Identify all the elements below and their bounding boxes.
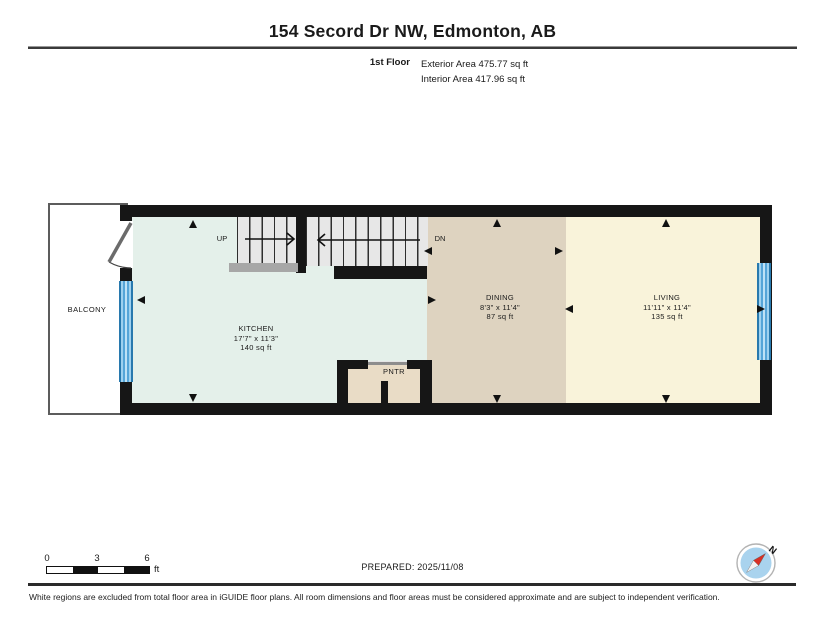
dimension-arrow-down bbox=[493, 395, 501, 403]
kitchen-window bbox=[119, 281, 133, 382]
page-title: 154 Secord Dr NW, Edmonton, AB bbox=[268, 21, 557, 41]
room-dimensions: 11'11" x 11'4" bbox=[643, 302, 691, 312]
compass-icon bbox=[733, 538, 781, 586]
room-area: 135 sq ft bbox=[651, 312, 683, 321]
disclaimer-text: White regions are excluded from total floor area in iGUIDE floor plans. All room dimensions and floor areas must be considered approximate and are subject to independent verification. bbox=[29, 592, 720, 602]
room-dimensions: 8'3" x 11'4" bbox=[479, 302, 521, 312]
header-divider bbox=[28, 46, 797, 49]
kitchen-label bbox=[234, 324, 278, 353]
scale-unit: ft bbox=[154, 564, 160, 575]
dimension-arrow-right bbox=[428, 296, 436, 304]
dimension-arrow-up bbox=[662, 219, 670, 227]
dimension-arrow-down bbox=[662, 395, 670, 403]
room-area: 140 sq ft bbox=[240, 343, 272, 352]
dimension-arrow-left bbox=[137, 296, 145, 304]
balcony-label: BALCONY bbox=[67, 305, 107, 314]
room-name: KITCHEN bbox=[238, 324, 274, 333]
dimension-arrow-right bbox=[757, 305, 765, 313]
pantry-divider-wall bbox=[381, 381, 388, 403]
pantry-door bbox=[368, 361, 407, 365]
dimension-arrow-down bbox=[189, 394, 197, 402]
exterior-area: Exterior Area 475.77 sq ft bbox=[421, 59, 529, 70]
dimension-arrow-right bbox=[555, 247, 563, 255]
interior-area: Interior Area 417.96 sq ft bbox=[421, 74, 526, 85]
wall-under-stairs bbox=[334, 266, 427, 279]
pantry-wall bbox=[420, 360, 432, 403]
dining-label bbox=[480, 293, 520, 322]
pantry-wall bbox=[337, 360, 368, 369]
room-name: LIVING bbox=[653, 293, 681, 302]
stair-direction-arrows bbox=[237, 217, 432, 267]
floor-label: 1st Floor bbox=[369, 57, 410, 68]
scale-tick: 6 bbox=[144, 553, 150, 564]
stairs-down-label: DN bbox=[434, 234, 446, 243]
scale-tick: 3 bbox=[94, 553, 100, 564]
balcony-door-swing bbox=[85, 218, 135, 274]
stairs-up-label: UP bbox=[216, 234, 228, 243]
room-area: 87 sq ft bbox=[486, 312, 514, 321]
dimension-arrow-up bbox=[493, 219, 501, 227]
dimension-arrow-left bbox=[565, 305, 573, 313]
footer-divider bbox=[28, 583, 796, 586]
dimension-arrow-up bbox=[189, 220, 197, 228]
dimension-arrow-left bbox=[424, 247, 432, 255]
scale-tick: 0 bbox=[44, 553, 50, 564]
prepared-date: PREPARED: 2025/11/08 bbox=[361, 562, 464, 572]
room-dimensions: 17'7" x 11'3" bbox=[233, 333, 279, 343]
room-name: DINING bbox=[485, 293, 515, 302]
living-label bbox=[643, 293, 691, 322]
pantry-label: PNTR bbox=[382, 367, 406, 376]
compass-north-label: N bbox=[766, 544, 779, 557]
area-summary bbox=[421, 57, 528, 87]
